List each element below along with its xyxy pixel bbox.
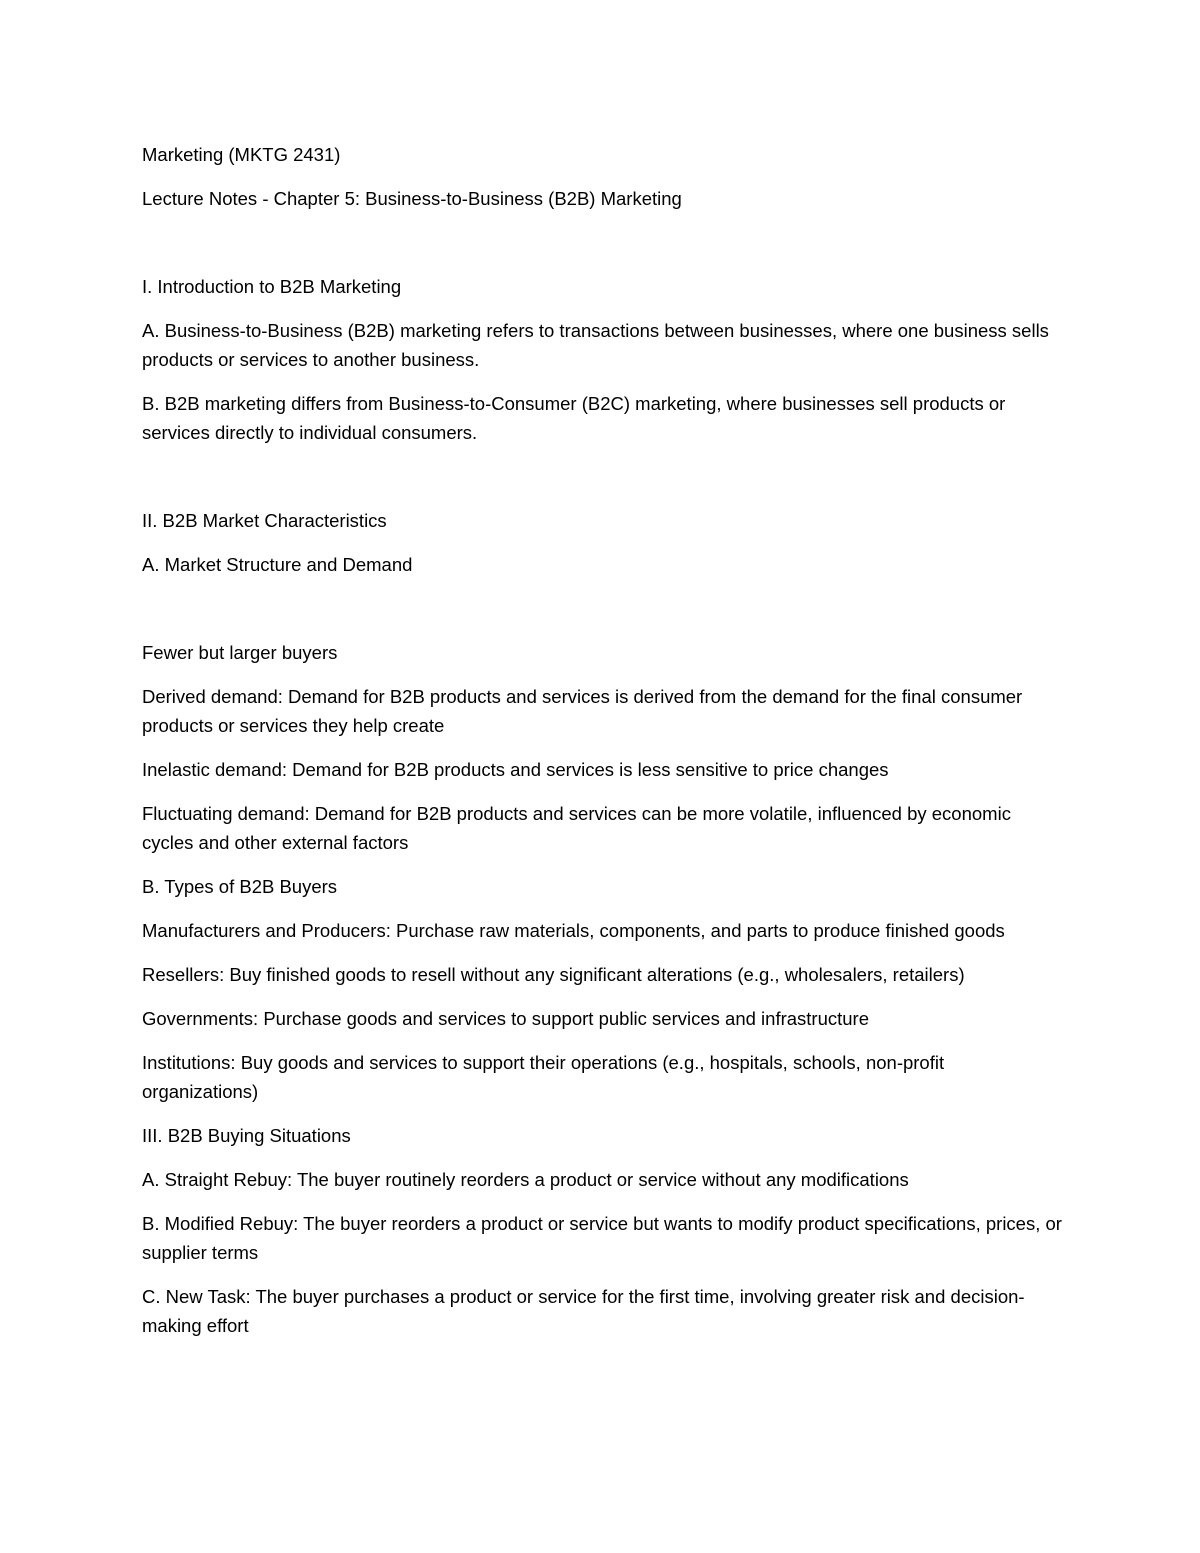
lecture-title: Lecture Notes - Chapter 5: Business-to-Business (B2B) Marketing bbox=[142, 188, 682, 209]
section-2a-heading: A. Market Structure and Demand bbox=[142, 554, 413, 575]
list-item: Derived demand: Demand for B2B products and services is derived from the demand for the final consumer products or services they help create bbox=[142, 686, 1023, 736]
list-item: Fewer but larger buyers bbox=[142, 642, 338, 663]
section-1-point-b: B. B2B marketing differs from Business-to-Consumer (B2C) marketing, where businesses sell products or services directly to individual consumers. bbox=[142, 393, 1006, 443]
list-item: Resellers: Buy finished goods to resell without any significant alterations (e.g., wholesalers, retailers) bbox=[142, 964, 965, 985]
section-2b-heading: B. Types of B2B Buyers bbox=[142, 876, 338, 897]
list-item: Institutions: Buy goods and services to support their operations (e.g., hospitals, schools, non-profit organizations) bbox=[142, 1052, 945, 1102]
section-1-point-a: A. Business-to-Business (B2B) marketing refers to transactions between businesses, where one business sells products or services to another business. bbox=[142, 320, 1049, 370]
list-item: A. Straight Rebuy: The buyer routinely reorders a product or service without any modifications bbox=[142, 1169, 909, 1190]
list-item: B. Modified Rebuy: The buyer reorders a product or service but wants to modify product specifications, prices, or supplier terms bbox=[142, 1213, 1062, 1263]
document-body bbox=[142, 140, 1062, 1340]
list-item: Manufacturers and Producers: Purchase raw materials, components, and parts to produce finished goods bbox=[142, 920, 1005, 941]
list-item: Inelastic demand: Demand for B2B products and services is less sensitive to price changes bbox=[142, 759, 889, 780]
list-item: Governments: Purchase goods and services to support public services and infrastructure bbox=[142, 1008, 870, 1029]
section-3-heading: III. B2B Buying Situations bbox=[142, 1125, 351, 1146]
section-2-heading: II. B2B Market Characteristics bbox=[142, 510, 387, 531]
list-item: C. New Task: The buyer purchases a product or service for the first time, involving greater risk and decision-making effort bbox=[142, 1286, 1025, 1336]
section-1-heading: I. Introduction to B2B Marketing bbox=[142, 276, 402, 297]
list-item: Fluctuating demand: Demand for B2B products and services can be more volatile, influenced by economic cycles and other external factors bbox=[142, 803, 1011, 853]
course-title: Marketing (MKTG 2431) bbox=[142, 144, 341, 165]
